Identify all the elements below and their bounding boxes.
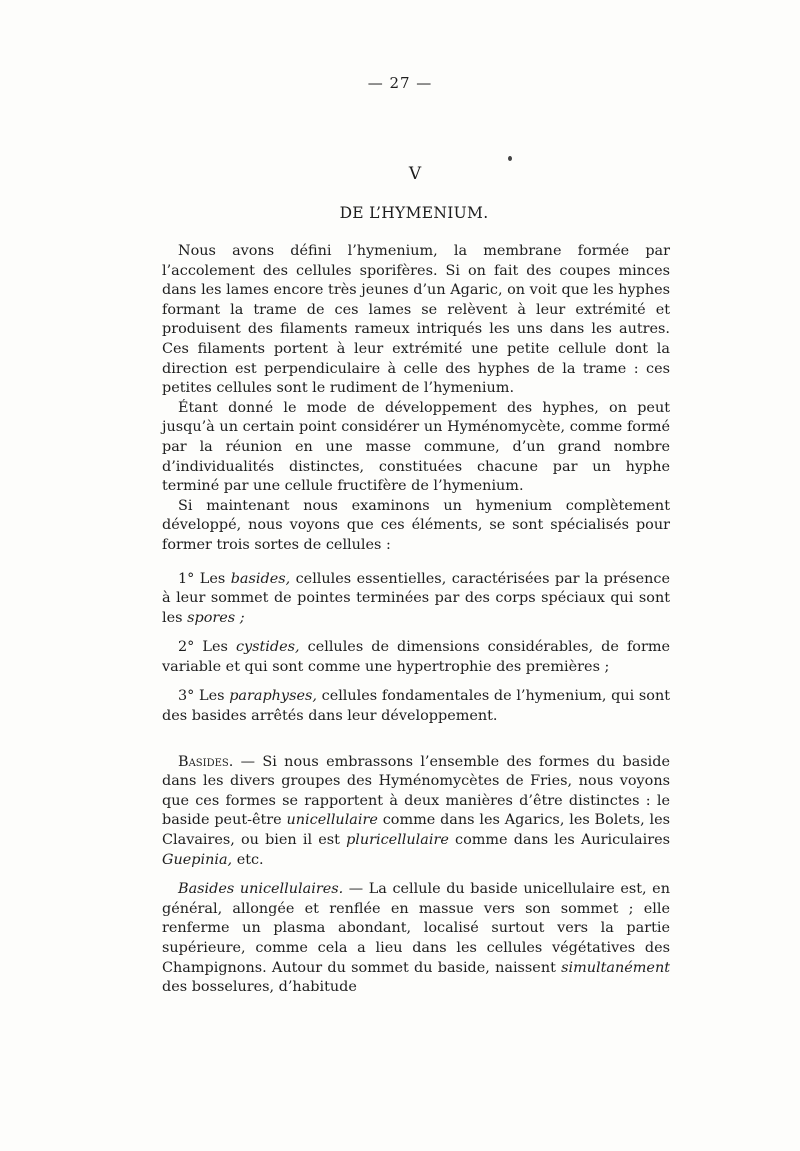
section-text: comme dans les Agarics, les Bolets, les Clavaires, ou bien il est (162, 812, 670, 849)
item-number: 1° Les (178, 570, 231, 587)
section-text: etc. (232, 851, 264, 868)
paragraph-basides (162, 753, 670, 871)
body-text (162, 242, 670, 998)
subsection-text: des bosselures, d’habitude (162, 979, 357, 996)
item-text: cellules fondamentales de l’hymenium, qui sont des basides arrêtés dans leur développement. (162, 688, 670, 725)
term-pluricellulaire: pluricellulaire (346, 832, 449, 849)
section-text: comme dans les Auriculaires (448, 832, 670, 849)
ink-dot (508, 156, 512, 161)
term-simultanement: simultanément (561, 959, 670, 976)
item-number: 2° Les (178, 639, 236, 656)
item-number: 3° Les (178, 688, 230, 705)
paragraph-third: Si maintenant nous examinons un hymenium complètement développé, nous voyons que ces éléments, se sont spécialisés pour former trois sortes de cellules : (162, 497, 670, 553)
item-text: cellules de dimensions considérables, de forme variable et qui sont comme une hypertrophie des premières ; (162, 639, 670, 675)
paragraph-unicellulaires (162, 880, 670, 998)
paragraph-intro: Nous avons défini l’hymenium, la membrane formée par l’accolement des cellules sporifères. Si on fait des coupes minces dans les lames encore très jeunes d’un Agaric, on voit que les hyphes formant la trame de ces lames se relèvent à leur extrémité et produisent des filaments rameux intriqués les uns dans les autres. Ces filaments portent à leur extrémité une petite cellule dont la direction est perpendiculaire à celle des hyphes de la trame : ces petites cellules sont le rudiment de l’hymenium. (162, 243, 670, 397)
subsection-text: — La cellule du baside unicellulaire est, en général, allongée et renflée en massue vers son sommet ; elle renferme un plasma abondant, localisé surtout vers la partie supérieure, comme cela a lieu dans les cellules végétatives des Champignons. Autour du sommet du baside, naissent (162, 881, 670, 976)
term-unicellulaire: unicellulaire (286, 812, 378, 829)
chapter-title: DE L’HYMENIUM. (339, 204, 489, 222)
item-term-spores: spores ; (187, 609, 245, 626)
subsection-heading: Basides unicellulaires. (178, 881, 344, 898)
item-text: cellules essentielles, caractérisées par la présence à leur sommet de pointes terminées par des corps spéciaux qui sont les (162, 570, 670, 626)
section-heading: Basides. (178, 753, 234, 770)
chapter-number: V (408, 164, 422, 184)
item-term: paraphyses, (229, 688, 317, 705)
list-item-basides (162, 570, 670, 629)
section-text: — Si nous embrassons l’ensemble des formes du baside dans les divers groupes des Hyménomycètes de Fries, nous voyons que ces formes se rapportent à deux manières d’être distinctes : le baside peut-être (162, 753, 670, 829)
item-term: basides, (230, 570, 291, 587)
term-guepinia: Guepinia, (162, 851, 233, 868)
list-item-cystides (162, 638, 670, 677)
paragraph-second: Étant donné le mode de développement des hyphes, on peut jusqu’à un certain point considérer un Hyménomycète, comme formé par la réunion en une masse commune, d’un grand nombre d’individualités distinctes, constituées chacune par un hyphe terminé par une cellule fructifère de l’hymenium. (162, 399, 670, 495)
item-term: cystides, (235, 639, 300, 656)
list-item-paraphyses (162, 687, 670, 726)
page-number: — 27 — (367, 74, 433, 92)
